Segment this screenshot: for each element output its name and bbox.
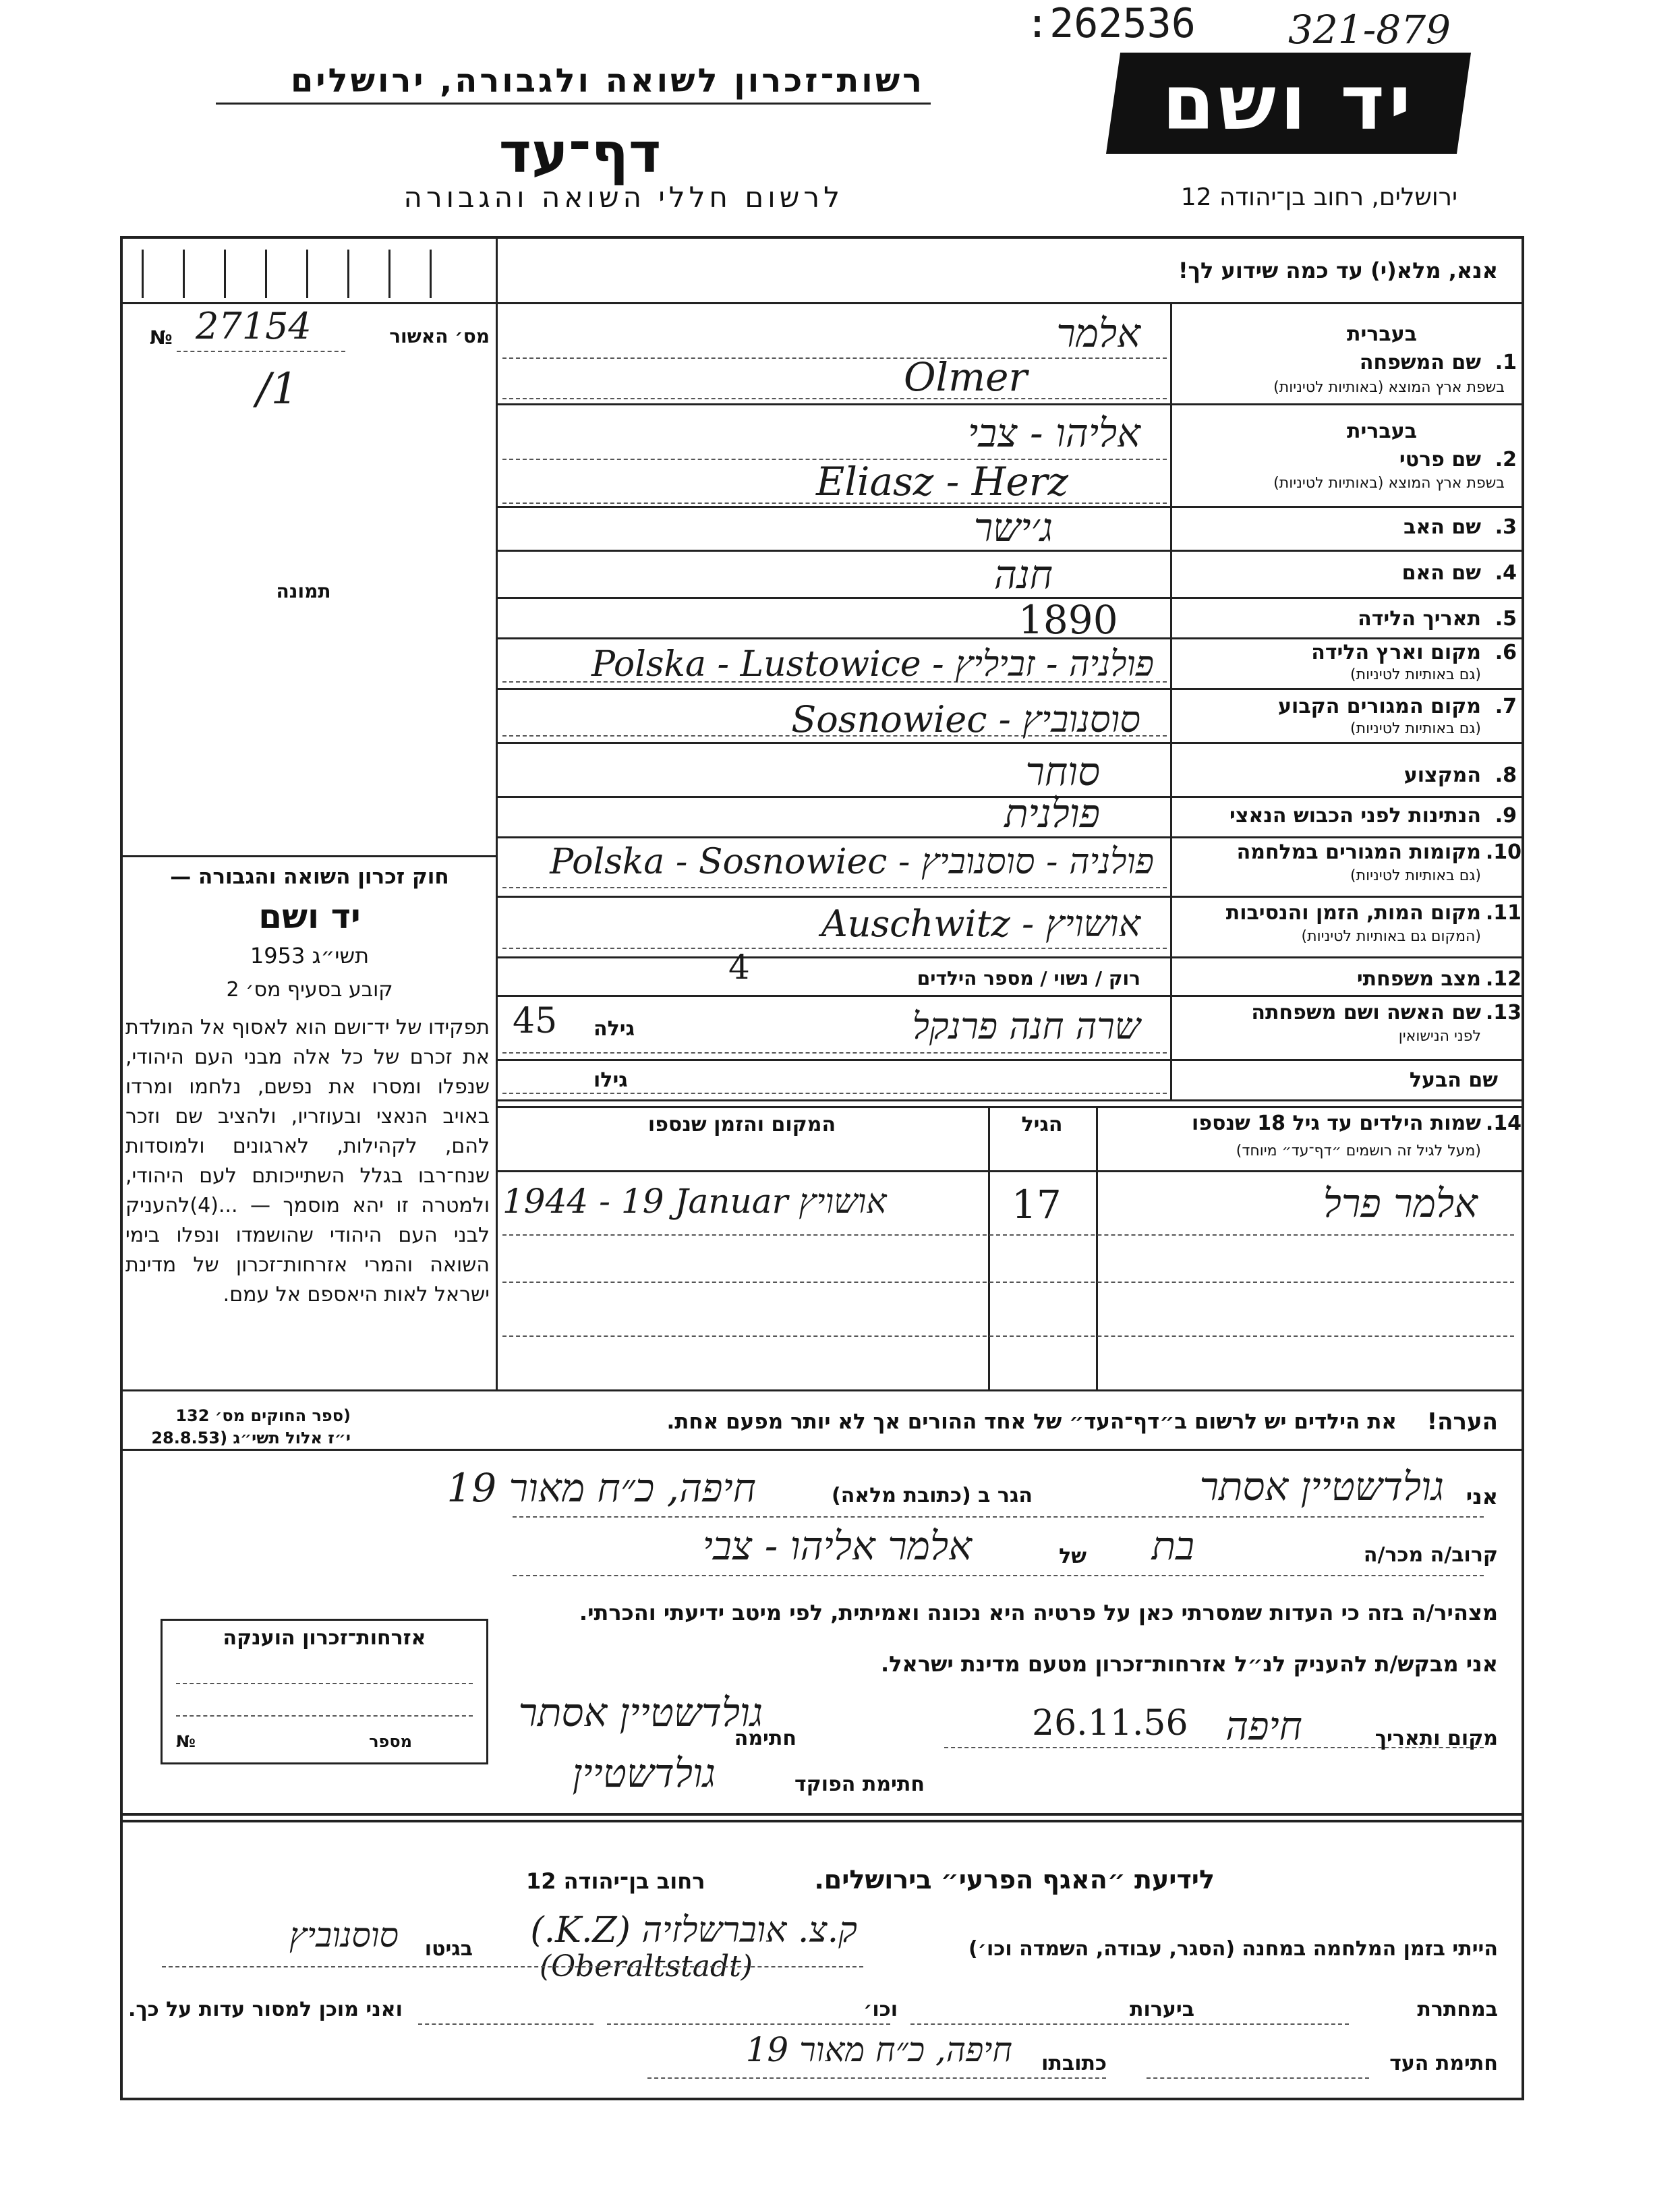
children-place-header: המקום והזמן שנספו xyxy=(647,1113,836,1137)
field-6-label: מקום וארץ הלידה xyxy=(1311,641,1481,664)
field-10-number: 10. xyxy=(1485,840,1522,864)
authority-underline xyxy=(216,103,931,105)
camp-line-label: הייתי בזמן המלחמה במחנה (הסגר, עבודה, השמדה וכו׳) xyxy=(968,1937,1498,1961)
underground-label: במחתרת xyxy=(1417,1998,1498,2021)
field-6-sub: (גם באותיות לטיניות) xyxy=(1350,666,1481,683)
declarant-address: חיפה, כ״ח מאור 19 xyxy=(446,1465,756,1511)
child-1-name: אלמר פרל xyxy=(1323,1180,1478,1226)
field-7-sub: (גם באותיות לטיניות) xyxy=(1350,720,1481,737)
declaration-request: אני מבקש/ת להעניק לנ״ל אזרחות־זכרון מטעם מדינת ישראל. xyxy=(881,1651,1498,1677)
declarant-name: גולדשטיין אסתר xyxy=(1199,1464,1444,1509)
field-3-value: ג׳ישר xyxy=(973,505,1053,550)
field-5-value: 1890 xyxy=(1018,597,1118,643)
official-signature-label: חתימת הפוקד xyxy=(794,1773,925,1796)
field-1-label: שם המשפחה xyxy=(1359,351,1481,374)
husband-label: שם הבעל xyxy=(1409,1068,1498,1092)
forests-label: ביערות xyxy=(1130,1998,1194,2021)
note-text: את הילדים יש לרשום ב״דף־העד״ של אחד ההורים אך לא יותר מפעם אחת. xyxy=(666,1410,1397,1434)
form-subtitle: לרשום חללי השואה והגבורה xyxy=(403,181,844,214)
citizenship-no-label: מספר xyxy=(369,1732,412,1751)
declarant-signature: גולדשטיין אסתר xyxy=(518,1690,763,1735)
authority-name: רשות־זכרון לשואה ולגבורה, ירושלים xyxy=(290,62,925,100)
field-11-number: 11. xyxy=(1485,901,1522,925)
law-year: תשי״ג 1953 xyxy=(250,943,370,969)
field-2-number: 2. xyxy=(1495,448,1517,471)
relation-value: בת xyxy=(1151,1523,1194,1569)
field-5-label: תאריך הלידה xyxy=(1358,607,1481,631)
citizenship-title: אזרחות־זכרון הוענקה xyxy=(223,1626,426,1650)
law-body: תפקידו של יד־ושם הוא לאסוף אל המולדת את זכרם של כל אלה מבני העם היהודי, שנפלו ומסרו את נפשם, נלחמו ומרדו באויב הנאצי ובעוזריו, ולהציב שם וזכר להם, לקהילות, לארגונים ולמוסדות שנח־רבו בגלל השתייכותם לעם היהודי, ולמטרה זו יהא מוסמך — ...(4)להעניק לבני העם היהודי שהושמדו ונפלו בימי השואה והמרי אזרחות־זכרון של מדינת ישראל לאות היאספם אל עמם. xyxy=(125,1016,490,1306)
instruction: אנא, מלא(י) עד כמה שידוע לך! xyxy=(1178,258,1498,283)
field-11-value: Auschwitz - אושויץ xyxy=(821,902,1140,945)
field-8-number: 8. xyxy=(1495,764,1517,787)
field-1-lang: בעברית xyxy=(1347,322,1417,346)
form-title: דף־עד xyxy=(498,121,662,185)
field-8-label: המקצוע xyxy=(1403,764,1481,787)
witness-address: חיפה, כ״ח מאור 19 xyxy=(745,2030,1012,2069)
field-12-value: 4 xyxy=(728,948,750,987)
declaration-statement: מצהיר/ה בזה כי העדות שמסרתי כאן על פרטיה היא נכונה ואמיתית, לפי מיטב ידיעתי והכרתי. xyxy=(579,1600,1498,1626)
citizenship-box xyxy=(161,1619,488,1764)
note-label: הערה! xyxy=(1426,1408,1498,1435)
relation-label: קרוב/ה מכר/ה xyxy=(1363,1543,1498,1567)
field-1-value-latin: Olmer xyxy=(904,354,1028,400)
field-4-number: 4. xyxy=(1495,561,1517,585)
field-1-number: 1. xyxy=(1495,351,1517,374)
field-12-label: מצב משפחתי xyxy=(1356,967,1481,991)
field-7-number: 7. xyxy=(1495,695,1517,718)
children-age-header: הגיל xyxy=(1021,1113,1063,1137)
declaration-date: 26.11.56 xyxy=(1032,1703,1188,1744)
declaration-place: חיפה xyxy=(1225,1703,1302,1749)
tick-boxes xyxy=(142,250,492,301)
yad-vashem-logo xyxy=(1106,53,1471,154)
field-3-number: 3. xyxy=(1495,515,1517,539)
header-address: ירושלים, רחוב בן־יהודה 12 xyxy=(1180,183,1457,211)
photo-label: תמונה xyxy=(276,580,331,602)
approval-no-prefix: № xyxy=(150,326,173,349)
approval-number: 27154 xyxy=(196,305,312,347)
field-11-sub: (המקום גם באותיות לטיניות) xyxy=(1301,928,1481,945)
approval-sub: /1 xyxy=(256,364,299,414)
child-1-age: 17 xyxy=(1012,1182,1062,1228)
field-7-label: מקום המגורים הקבוע xyxy=(1278,695,1481,718)
testimony-label: ואני מוכן למסור עדות על כך. xyxy=(128,1998,403,2021)
field-9-number: 9. xyxy=(1495,804,1517,828)
resides-label: הגר ב (כתובת מלאה) xyxy=(831,1484,1033,1507)
declaration-ani: אני xyxy=(1466,1484,1498,1509)
field-13-age: 45 xyxy=(513,1001,558,1041)
ghetto-value: סוסנוביץ xyxy=(289,1916,399,1955)
of-name: אלמר אליהו - צבי xyxy=(702,1523,972,1569)
file-reference: 321-879 xyxy=(1288,7,1451,53)
witness-signature-label: חתימת העד xyxy=(1389,2052,1498,2075)
field-2-label: שם פרטי xyxy=(1399,448,1481,471)
field-12-number: 12. xyxy=(1485,967,1522,991)
field-11-label: מקום המות, הזמן והנסיבות xyxy=(1225,901,1481,925)
husband-age-label: גילו xyxy=(593,1068,628,1092)
archive-number: :262536 xyxy=(1025,0,1196,47)
approval-label: מס׳ האשור xyxy=(389,325,490,347)
field-1-sub: בשפת ארץ המוצא (באותיות לטיניות) xyxy=(1273,379,1505,396)
logo-text: יד ושם xyxy=(1161,59,1416,147)
field-9-value: פולנית xyxy=(1004,790,1100,836)
bottom-heading: לידיעת ״האגף הפרעי״ בירושלים. xyxy=(814,1865,1215,1895)
field-3-label: שם האב xyxy=(1403,515,1481,539)
field-4-label: שם האם xyxy=(1401,561,1481,585)
witness-address-label: כתובתו xyxy=(1041,2052,1107,2075)
children-sub: (מעל לגיל זה רושמים ״דף־עד״ מיוחד) xyxy=(1236,1143,1481,1159)
bottom-address-visible: רחוב בן־יהודה 12 xyxy=(526,1868,705,1894)
law-heading: חוק זכרון השואה והגבורה — xyxy=(170,865,449,889)
field-2-sub: בשפת ארץ המוצא (באותיות לטיניות) xyxy=(1273,475,1505,492)
citizenship-no-prefix: № xyxy=(176,1732,196,1751)
field-9-label: הנתינות לפני הכבוש הנאצי xyxy=(1229,804,1481,828)
field-2-value-hebrew: אליהו - צבי xyxy=(968,410,1140,456)
field-7-value: Sosnowiec - סוסנוביץ xyxy=(791,698,1140,741)
law-date: י״ז אלול תשי״ג (28.8.53 xyxy=(151,1429,351,1447)
children-label: שמות הילדים עד גיל 18 שנספו xyxy=(1192,1112,1481,1135)
field-2-lang: בעברית xyxy=(1347,420,1417,443)
field-2-value-latin: Eliasz - Herz xyxy=(816,459,1068,505)
field-8-value: סוחר xyxy=(1025,749,1100,795)
camp-value: ק.צ. אוברשלזיה (K.Z.) xyxy=(530,1910,857,1951)
field-4-value: חנה xyxy=(993,552,1053,598)
law-clause: קובע בסעיף מס׳ 2 xyxy=(226,978,393,1002)
children-number: 14. xyxy=(1485,1112,1522,1135)
field-10-label: מקומות המגורים במלחמה xyxy=(1236,840,1481,864)
field-13-age-label: גילה xyxy=(593,1017,635,1041)
law-name: יד ושם xyxy=(258,897,361,936)
field-10-value: Polska - Sosnowiec - פולניה - סוסנוביץ xyxy=(550,842,1154,882)
official-signature: גולדשטיין xyxy=(572,1750,716,1796)
law-ref: (ספר החוקים מס׳ 132 xyxy=(175,1406,351,1425)
field-13-sub: לפני הנישואין xyxy=(1398,1028,1481,1045)
child-1-place: 1944 - 19 Januar אושויץ xyxy=(502,1182,887,1221)
field-1-value-hebrew: אלמר xyxy=(1056,310,1140,356)
field-6-value: Polska - Lustowice - פולניה - זביליץ xyxy=(591,644,1154,685)
signature-label: חתימה xyxy=(734,1727,796,1750)
of-label: של xyxy=(1059,1545,1087,1568)
oberaltstadt-note: (Oberaltstadt) xyxy=(540,1949,753,1984)
field-13-label: שם האשה ושם משפחתה xyxy=(1251,1001,1481,1025)
place-date-label: מקום ותאריך xyxy=(1374,1727,1498,1750)
field-13-value: שרה חנה פרנקל xyxy=(912,1005,1140,1047)
ghetto-label: בגיטו xyxy=(424,1937,473,1961)
field-5-number: 5. xyxy=(1495,607,1517,631)
etc-label: וכו׳ xyxy=(863,1998,898,2021)
field-10-sub: (גם באותיות לטיניות) xyxy=(1350,867,1481,884)
field-13-number: 13. xyxy=(1485,1001,1522,1025)
field-12-options: רוק / נשוי / מספר הילדים xyxy=(917,967,1140,989)
field-6-number: 6. xyxy=(1495,641,1517,664)
